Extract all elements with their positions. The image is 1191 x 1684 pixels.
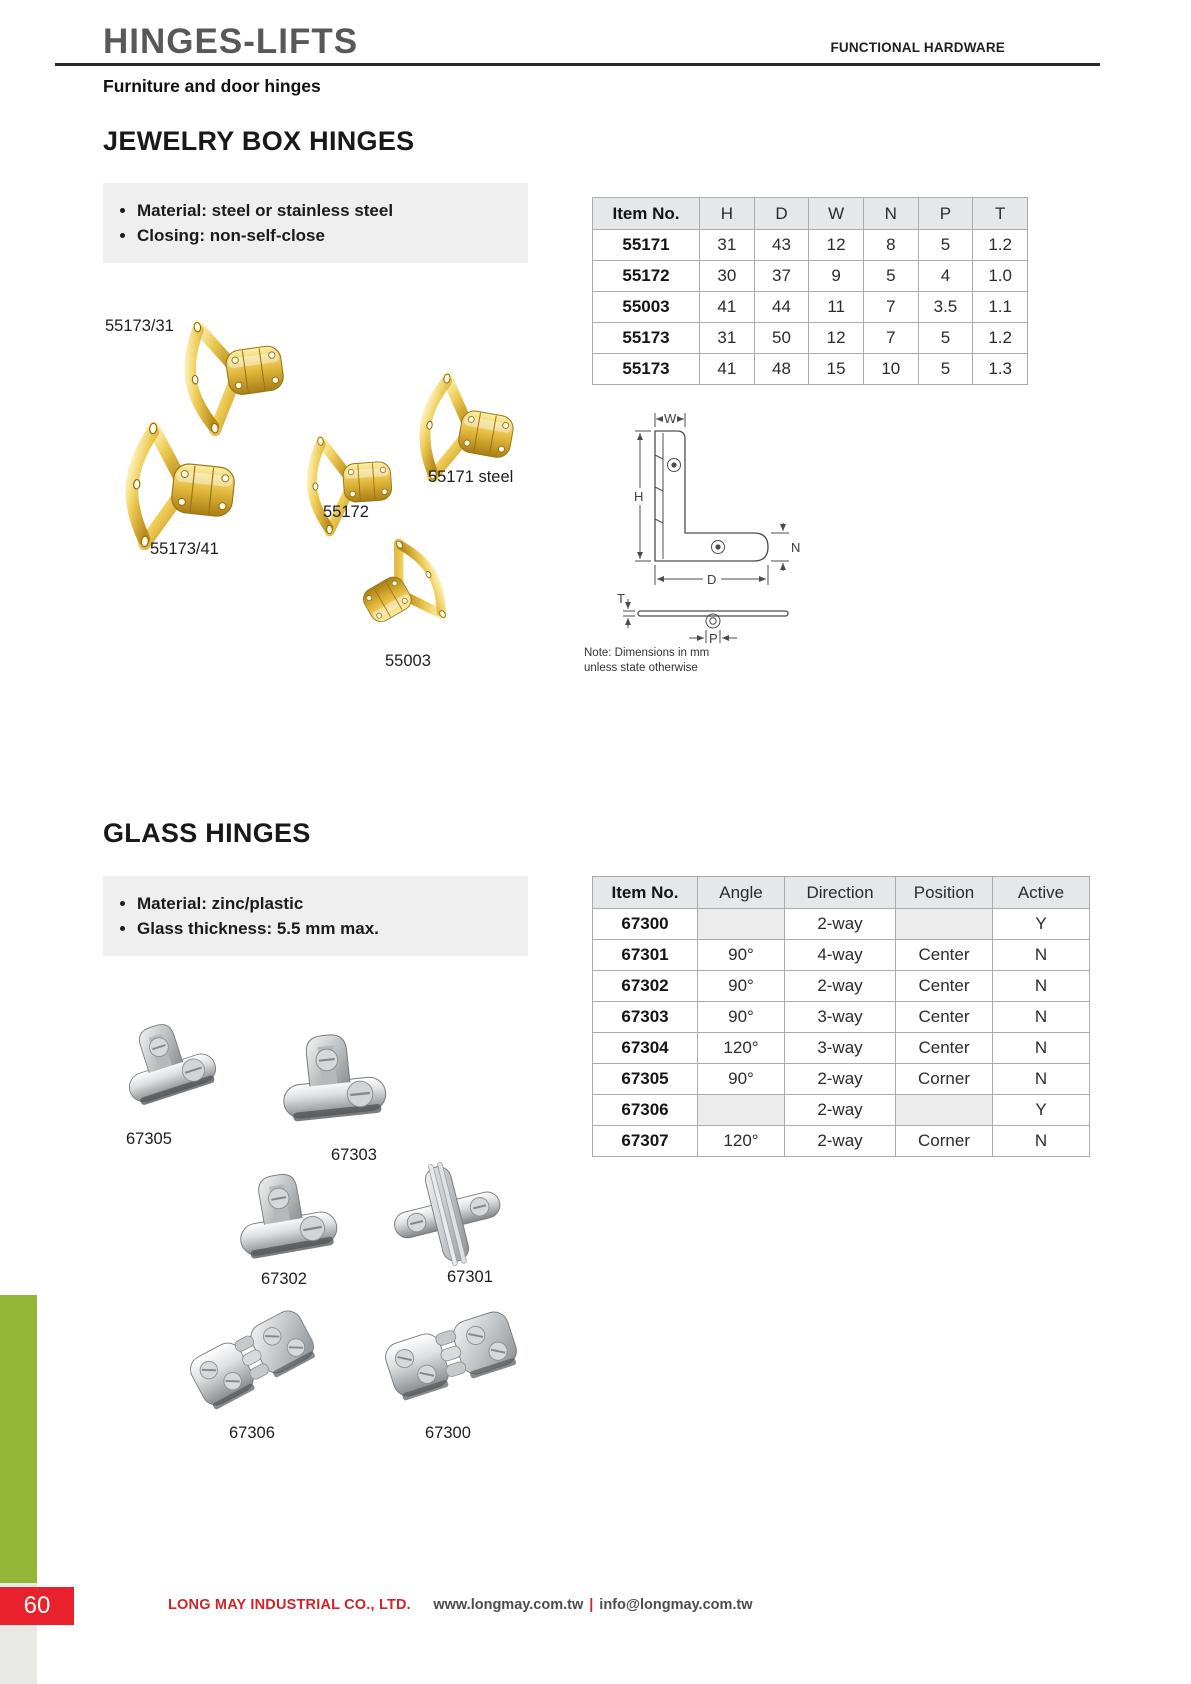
email-link[interactable]: info@longmay.com.tw (599, 1597, 753, 1613)
svg-text:P: P (709, 631, 718, 646)
value-cell: 37 (754, 261, 809, 292)
value-cell: 7 (863, 323, 918, 354)
table-row (593, 261, 1028, 292)
value-cell: 1.3 (973, 354, 1028, 385)
value-cell: Center (896, 1002, 993, 1033)
value-cell: Center (896, 1033, 993, 1064)
table-row (593, 323, 1028, 354)
value-cell: 5 (863, 261, 918, 292)
value-cell: 1.0 (973, 261, 1028, 292)
value-cell: N (993, 940, 1090, 971)
value-cell: 31 (700, 323, 755, 354)
table-row (593, 1002, 1090, 1033)
table-row (593, 230, 1028, 261)
product-image-55003 (335, 532, 465, 650)
value-cell: 3-way (785, 1033, 896, 1064)
item-no-cell: 67301 (593, 940, 698, 971)
table-row (593, 1095, 1090, 1126)
table-row (593, 1033, 1090, 1064)
value-cell: 1.2 (973, 323, 1028, 354)
column-header: H (700, 198, 755, 230)
value-cell: 43 (754, 230, 809, 261)
value-cell: Corner (896, 1064, 993, 1095)
page-subtitle: Furniture and door hinges (103, 76, 321, 96)
svg-text:H: H (634, 489, 644, 504)
website-link[interactable]: www.longmay.com.tw (433, 1597, 584, 1613)
value-cell: 3.5 (918, 292, 973, 323)
value-cell: Center (896, 971, 993, 1002)
product-label-67302: 67302 (261, 1270, 307, 1288)
product-label-67303: 67303 (331, 1146, 377, 1164)
product-label-67300: 67300 (425, 1424, 471, 1442)
value-cell: Y (993, 909, 1090, 940)
value-cell: N (993, 1002, 1090, 1033)
column-header: W (809, 198, 864, 230)
value-cell: N (993, 1033, 1090, 1064)
jewelry-info-box (103, 183, 528, 263)
value-cell: 2-way (785, 971, 896, 1002)
product-label-67305: 67305 (126, 1130, 172, 1148)
glass-info-box (103, 876, 528, 956)
value-cell: 5 (918, 354, 973, 385)
value-cell: 7 (863, 292, 918, 323)
item-no-cell: 67302 (593, 971, 698, 1002)
item-no-cell: 67300 (593, 909, 698, 940)
value-cell: 50 (754, 323, 809, 354)
item-no-cell: 67304 (593, 1033, 698, 1064)
jewelry-spec-table (592, 197, 1028, 385)
jewelry-bullet-list (103, 198, 528, 248)
column-header: N (863, 198, 918, 230)
value-cell: 41 (700, 292, 755, 323)
value-cell: 90° (698, 971, 785, 1002)
value-cell: 120° (698, 1126, 785, 1157)
product-image-67300 (378, 1298, 524, 1410)
value-cell: Corner (896, 1126, 993, 1157)
product-label-55171: 55171 steel (428, 468, 514, 486)
table-row (593, 354, 1028, 385)
value-cell: 12 (809, 230, 864, 261)
value-cell: 30 (700, 261, 755, 292)
company-name: LONG MAY INDUSTRIAL CO., LTD. (168, 1597, 411, 1613)
column-header: P (918, 198, 973, 230)
value-cell: N (993, 971, 1090, 1002)
svg-text:N: N (791, 540, 801, 555)
value-cell: 12 (809, 323, 864, 354)
value-cell: 9 (809, 261, 864, 292)
product-image-67306 (182, 1302, 322, 1414)
value-cell: 11 (809, 292, 864, 323)
product-image-67305 (108, 1005, 228, 1123)
svg-text:D: D (707, 572, 717, 587)
value-cell: 2-way (785, 1095, 896, 1126)
category-label: FUNCTIONAL HARDWARE (830, 40, 1005, 55)
green-sidebar (0, 1295, 37, 1583)
glass-spec-table (592, 876, 1090, 1157)
table-row (593, 909, 1090, 940)
product-label-55173-41: 55173/41 (150, 540, 219, 558)
column-header: D (754, 198, 809, 230)
bullet-material: • Material: steel or stainless steel (137, 198, 528, 223)
value-cell: 15 (809, 354, 864, 385)
value-cell: 3-way (785, 1002, 896, 1033)
product-label-67306: 67306 (229, 1424, 275, 1442)
value-cell (896, 1095, 993, 1126)
value-cell: 5 (918, 230, 973, 261)
item-no-cell: 55172 (593, 261, 700, 292)
item-no-cell: 67307 (593, 1126, 698, 1157)
footer-line (168, 1596, 753, 1614)
item-no-cell: 55003 (593, 292, 700, 323)
glass-bullet-list (103, 891, 528, 941)
item-no-cell: 55173 (593, 354, 700, 385)
product-image-55172 (295, 420, 407, 548)
value-cell: Center (896, 940, 993, 971)
value-cell (698, 909, 785, 940)
svg-text:W: W (664, 411, 677, 426)
page-title: HINGES-LIFTS (103, 22, 359, 61)
footer-contacts (415, 1597, 752, 1613)
page-number-box (0, 1587, 74, 1625)
product-image-67301 (382, 1158, 512, 1270)
column-header: T (973, 198, 1028, 230)
column-header: Position (896, 877, 993, 909)
table-row (593, 1064, 1090, 1095)
table-row (593, 1126, 1090, 1157)
product-label-67301: 67301 (447, 1268, 493, 1286)
value-cell: 48 (754, 354, 809, 385)
product-image-67303 (262, 1022, 404, 1140)
table-row (593, 971, 1090, 1002)
item-no-cell: 55171 (593, 230, 700, 261)
value-cell: N (993, 1126, 1090, 1157)
dimension-diagram (583, 393, 843, 646)
page-number: 60 (23, 1592, 51, 1619)
value-cell: 1.1 (973, 292, 1028, 323)
product-image-67302 (212, 1162, 360, 1274)
header-rule (55, 63, 1100, 66)
item-no-cell: 67303 (593, 1002, 698, 1033)
value-cell: 4-way (785, 940, 896, 971)
footer-separator: | (589, 1597, 594, 1613)
column-header: Angle (698, 877, 785, 909)
value-cell: 2-way (785, 1126, 896, 1157)
product-label-55172: 55172 (323, 503, 369, 521)
section-title-glass: GLASS HINGES (103, 818, 311, 848)
value-cell: 44 (754, 292, 809, 323)
item-no-cell: 67306 (593, 1095, 698, 1126)
value-cell: N (993, 1064, 1090, 1095)
product-image-55171 (408, 352, 528, 512)
value-cell: 10 (863, 354, 918, 385)
value-cell: 4 (918, 261, 973, 292)
value-cell: 90° (698, 1002, 785, 1033)
section-title-jewelry: JEWELRY BOX HINGES (103, 126, 415, 156)
product-label-55003: 55003 (385, 652, 431, 670)
value-cell: 2-way (785, 1064, 896, 1095)
value-cell: 2-way (785, 909, 896, 940)
table-row (593, 292, 1028, 323)
dimension-note: Note: Dimensions in mm unless state otherwise (584, 647, 710, 674)
bullet-thickness: • Glass thickness: 5.5 mm max. (137, 916, 528, 941)
value-cell (698, 1095, 785, 1126)
header-row (593, 877, 1090, 909)
value-cell: 90° (698, 940, 785, 971)
value-cell: Y (993, 1095, 1090, 1126)
value-cell (896, 909, 993, 940)
value-cell: 1.2 (973, 230, 1028, 261)
bullet-closing: • Closing: non-self-close (137, 223, 528, 248)
column-header: Item No. (593, 877, 698, 909)
item-no-cell: 67305 (593, 1064, 698, 1095)
product-label-55173-31: 55173/31 (105, 317, 174, 335)
column-header: Active (993, 877, 1090, 909)
column-header: Item No. (593, 198, 700, 230)
column-header: Direction (785, 877, 896, 909)
value-cell: 120° (698, 1033, 785, 1064)
value-cell: 41 (700, 354, 755, 385)
bullet-material-glass: • Material: zinc/plastic (137, 891, 528, 916)
item-no-cell: 55173 (593, 323, 700, 354)
header-row (593, 198, 1028, 230)
value-cell: 5 (918, 323, 973, 354)
value-cell: 8 (863, 230, 918, 261)
svg-text:T: T (617, 591, 625, 606)
value-cell: 90° (698, 1064, 785, 1095)
value-cell: 31 (700, 230, 755, 261)
table-row (593, 940, 1090, 971)
